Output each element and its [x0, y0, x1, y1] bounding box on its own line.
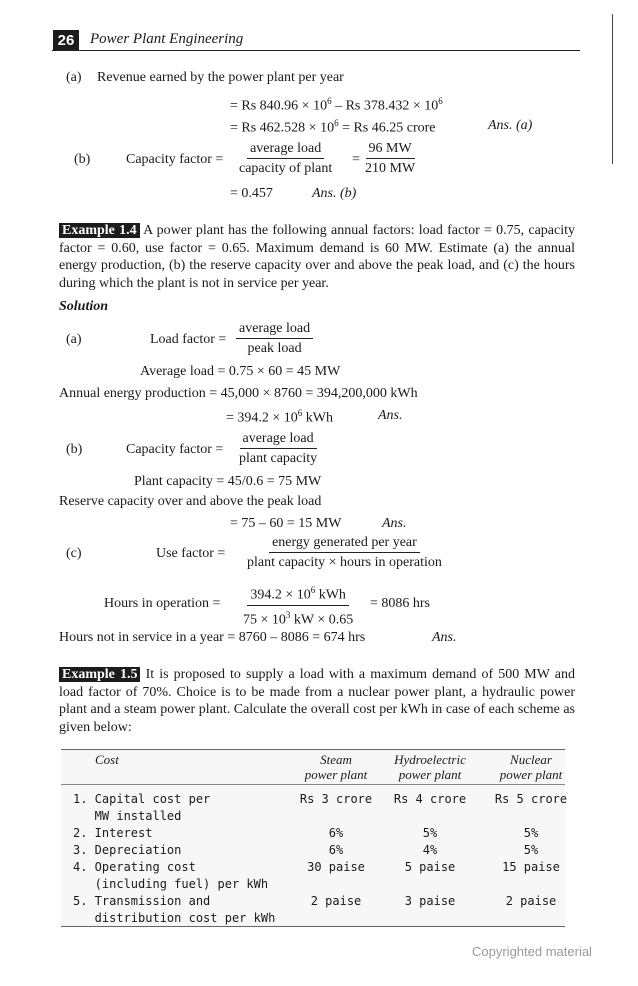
use-factor-lhs: Use factor = [156, 546, 226, 561]
header-cost: Cost [95, 752, 119, 767]
table-cell: 5% [523, 843, 539, 857]
fraction-numerator: $394.2 \times 10^6$ kWh [247, 582, 349, 606]
table-cell: 5 paise [404, 860, 456, 874]
hours-operation-lhs: Hours in operation = [104, 596, 221, 611]
capacity-factor-result: = 0.457 [230, 186, 273, 201]
table-cell: 6% [328, 826, 344, 840]
copyright-watermark: Copyrighted material [472, 944, 592, 959]
cost-table [61, 749, 568, 927]
answer-b: Ans. (b) [312, 186, 357, 201]
header-rule [52, 50, 580, 51]
reserve-capacity-line: Reserve capacity over and above the peak load [59, 494, 322, 509]
capacity-factor-fraction [236, 140, 335, 177]
example-1-5 [59, 666, 575, 736]
table-cell: Rs 5 crore [494, 792, 568, 806]
solution-a-label: (a) [66, 332, 82, 347]
answer-c: Ans. [432, 630, 457, 645]
table-cell: 15 paise [502, 860, 560, 874]
answer-a-energy: Ans. [378, 408, 403, 423]
fraction-numerator: average load [247, 140, 324, 159]
fraction-denominator: peak load [247, 341, 302, 356]
table-cell: 2 paise [505, 894, 557, 908]
capacity-factor-values [362, 140, 418, 177]
table-row-item: 5. Transmission and distribution cost per kWh [73, 894, 276, 925]
average-load-line: Average load = 0.75 × 60 = 45 MW [140, 364, 341, 379]
header-steam: Steam power plant [304, 752, 368, 782]
table-row-item: 2. Interest [73, 826, 153, 840]
page-number: 26 [53, 30, 79, 51]
fraction-denominator: capacity of plant [239, 161, 333, 176]
capacity-factor-fraction-2 [236, 430, 320, 467]
example-text: It is proposed to supply a load with a maximum demand of 500 MW and load factor of 70%. Choice is to be made from a nuclear power plant, a hydraulic power plant and a steam power plant. Calculate the overall cost per kWh in case of each scheme as given below: [59, 667, 576, 735]
table-cell: 6% [328, 843, 344, 857]
part-a-label: (a) [66, 70, 82, 85]
table-cell: 30 paise [307, 860, 365, 874]
reserve-capacity-result: = 75 – 60 = 15 MW [230, 516, 342, 531]
example-tag: Example 1.4 [59, 223, 140, 238]
table-cell: 4% [422, 843, 438, 857]
table-cell: 2 paise [310, 894, 362, 908]
fraction-numerator: average load [236, 320, 313, 339]
solution-c-label: (c) [66, 546, 82, 561]
revenue-line-1: = Rs $840.96 \times 10^6 - Rs$ $378.432 \times 10^6$ [230, 96, 443, 114]
use-factor-fraction [244, 534, 445, 571]
table-row-item: 1. Capital cost per MW installed [73, 792, 211, 823]
example-1-4 [59, 222, 575, 292]
part-b-label: (b) [74, 152, 91, 167]
margin-line [612, 14, 613, 164]
table-cell: 5% [422, 826, 438, 840]
example-tag: Example 1.5 [59, 667, 140, 682]
table-cell: 5% [523, 826, 539, 840]
fraction-denominator: plant capacity × hours in operation [247, 555, 442, 570]
part-a-heading: Revenue earned by the power plant per year [97, 70, 344, 85]
fraction-denominator: $75 \times 10^3$ kW × 0.65 [243, 609, 354, 628]
fraction-denominator: 210 MW [365, 161, 416, 176]
capacity-factor-lhs: Capacity factor = [126, 152, 224, 167]
answer-a: Ans. (a) [488, 118, 533, 133]
revenue-line-2: = Rs $462.528 \times 10^6 = Rs$ 46.25 crore [230, 118, 436, 136]
header-hydro: Hydroelectric power plant [394, 752, 466, 782]
solution-heading: Solution [59, 299, 109, 314]
hours-operation-result: = 8086 hrs [370, 596, 431, 611]
fraction-numerator: average load [240, 430, 317, 449]
equals-sign: = [352, 152, 360, 167]
hours-operation-fraction [240, 582, 356, 628]
table-cell: 3 paise [404, 894, 456, 908]
hours-not-service-line: Hours not in service in a year = 8760 – 8086 = 674 hrs [59, 630, 366, 645]
capacity-factor-lhs-2: Capacity factor = [126, 442, 224, 457]
fraction-denominator: plant capacity [239, 451, 318, 466]
table-row-item: 4. Operating cost (including fuel) per kWh [73, 860, 269, 891]
solution-b-label: (b) [66, 442, 83, 457]
example-text: A power plant has the following annual factors: load factor = 0.75, capacity factor = 0.60, use factor = 0.65. Maximum demand is 60 MW. Estimate (a) the annual energy production, (b) the reserve capacity over and above the peak load, and (c) the hours during which the plant is not in service per year. [59, 223, 575, 291]
load-factor-lhs: Load factor = [150, 332, 227, 347]
answer-b-reserve: Ans. [382, 516, 407, 531]
fraction-numerator: 96 MW [366, 140, 415, 159]
table-cell: Rs 3 crore [299, 792, 373, 806]
running-title: Power Plant Engineering [90, 31, 244, 47]
plant-capacity-line: Plant capacity = 45/0.6 = 75 MW [134, 474, 322, 489]
table-row-item: 3. Depreciation [73, 843, 182, 857]
fraction-numerator: energy generated per year [269, 534, 420, 553]
annual-energy-line: Annual energy production = 45,000 × 8760 = 394,200,000 kWh [59, 386, 418, 401]
header-nuclear: Nuclear power plant [499, 752, 563, 782]
table-header-divider [61, 784, 565, 785]
load-factor-fraction [236, 320, 313, 357]
annual-energy-result: = $394.2 \times 10^6$ kWh [226, 408, 334, 426]
table-cell: Rs 4 crore [393, 792, 467, 806]
